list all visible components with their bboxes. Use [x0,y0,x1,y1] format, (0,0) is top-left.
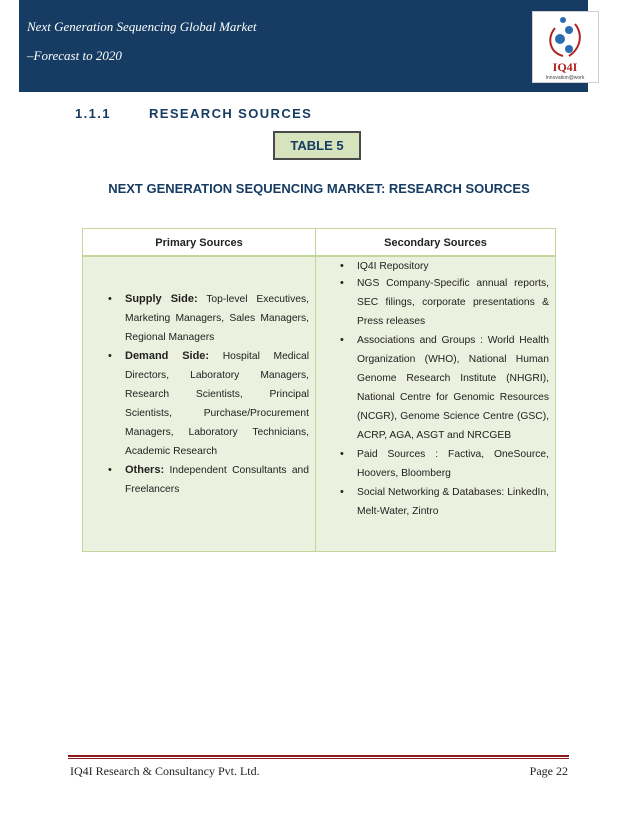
list-item: • Demand Side: Hospital Medical Directors, Laboratory Managers, Research Scientists, Principal Scientists, Purchase/Procurement Managers, Laboratory Technicians, Academic Research [125,347,309,461]
list-item: • Associations and Groups : World Health Organization (WHO), National Human Genome Research Institute (NHGRI), National Centre for Genomic Resources (NCGR), Genome Science Centre (GSC), ACRP, AGA, ASGT and NRCGEB [357,331,549,445]
list-item: • NGS Company-Specific annual reports, SEC filings, corporate presentations & Press releases [357,274,549,331]
bullet-icon: • [340,277,344,289]
bullet-icon: • [340,334,344,346]
footer-rule [68,755,569,757]
bullet-icon: • [108,293,112,305]
logo-mark-icon [533,12,598,82]
secondary-sources-cell [316,257,555,551]
section-title: RESEARCH SOURCES [149,106,313,121]
bullet-icon: • [340,448,344,460]
header-title-line2: –Forecast to 2020 [27,48,122,63]
bullet-icon: • [340,486,344,498]
logo-text: IQ4I [552,60,578,74]
secondary-sources-list [340,257,549,521]
bullet-icon: • [108,464,112,476]
company-logo [532,11,599,83]
bullet-icon: • [108,350,112,362]
list-item: • Social Networking & Databases: LinkedIn, Melt-Water, Zintro [357,483,549,521]
list-item: • Paid Sources : Factiva, OneSource, Hoovers, Bloomberg [357,445,549,483]
footer-company: IQ4I Research & Consultancy Pvt. Ltd. [70,764,260,778]
list-item: • IQ4I Repository [340,260,429,272]
header-title-line1: Next Generation Sequencing Global Market [27,19,257,34]
primary-sources-header: Primary Sources [83,229,315,257]
section-number: 1.1.1 [75,106,111,121]
page-number: Page 22 [529,764,568,778]
page-header [19,0,588,92]
list-item: • Others: Independent Consultants and Freelancers [125,461,309,499]
primary-sources-list [108,290,309,499]
table-label: TABLE 5 [273,131,361,160]
logo-tagline: Innovation@work [545,75,585,81]
bullet-icon: • [340,260,344,272]
list-item: • Supply Side: Top-level Executives, Marketing Managers, Sales Managers, Regional Managers [125,290,309,347]
research-sources-table [82,228,556,552]
secondary-sources-header: Secondary Sources [316,229,555,257]
table-title: NEXT GENERATION SEQUENCING MARKET: RESEARCH SOURCES [108,181,530,196]
footer-rule-thin [68,758,569,759]
primary-sources-cell [83,257,315,551]
